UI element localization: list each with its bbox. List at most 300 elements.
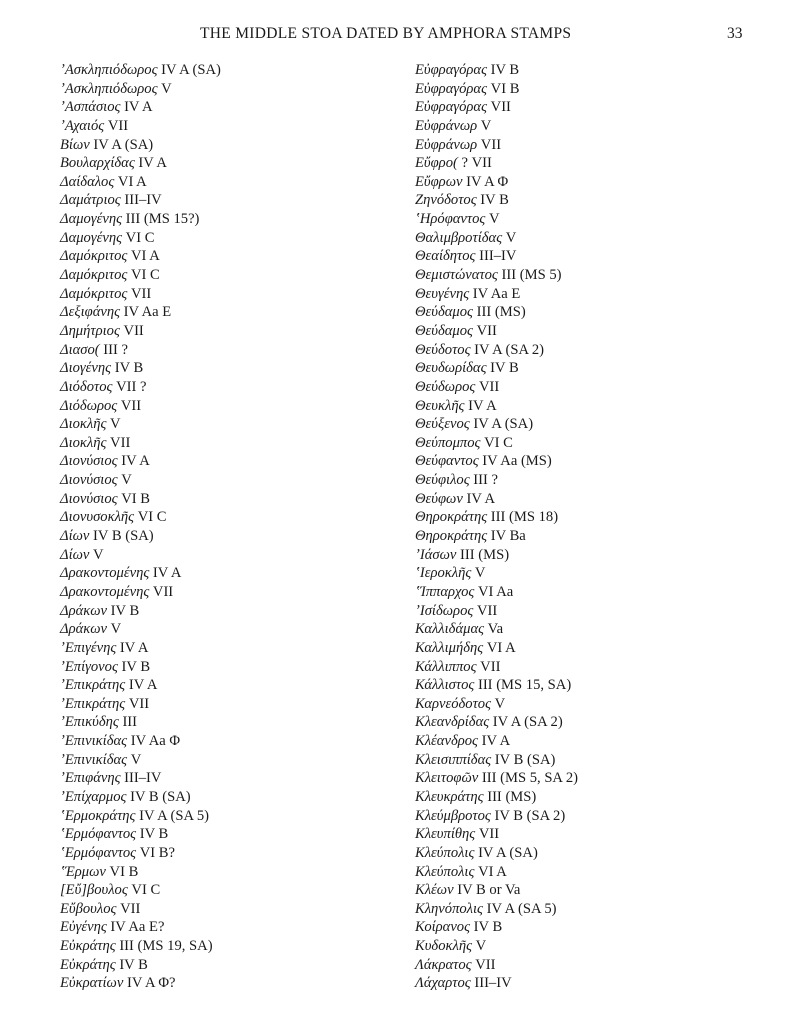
entry-name: Δίων [60,546,90,563]
entry-name: ʼΑσκληπιόδωρος [60,80,158,97]
index-entry [60,937,390,956]
entry-date-group: V [89,546,104,563]
entry-name: Βίων [60,136,90,153]
index-entry [415,452,755,471]
entry-name: Διονύσιος [60,490,118,507]
entry-date-group: III (MS 15, SA) [474,677,572,694]
entry-name: ʽΙεροκλῆς [415,565,472,582]
index-entry [415,918,755,937]
entry-date-group: IV A [117,453,150,470]
entry-name: Κλεισιππίδας [415,751,492,768]
index-entry [415,191,755,210]
entry-name: Εὐφραγόρας [415,80,487,97]
entry-date-group: III ? [99,341,128,358]
entry-name: Θεύφιλος [415,472,470,489]
entry-date-group: IV B [107,602,140,619]
entry-name: Διονυσοκλῆς [60,509,135,526]
index-entry [415,751,755,770]
entry-date-group: VI A [114,173,147,190]
index-entry [415,788,755,807]
entry-date-group: Va [484,621,504,638]
index-entry [60,918,390,937]
entry-name: Θεύδοτος [415,341,471,358]
entry-name: Εὐφράνωρ [415,136,478,153]
index-entry [60,676,390,695]
entry-date-group: IV A Φ? [123,975,176,992]
entry-date-group: VII ? [112,378,147,395]
index-entry [415,508,755,527]
entry-name: ʼΕπικύδης [60,714,119,731]
entry-date-group: VII [471,956,496,973]
entry-date-group: IV Aa Φ [127,733,181,750]
entry-name: Εὐφραγόρας [415,62,487,78]
entry-name: Κλειτοφῶν [415,770,479,787]
index-entry [415,210,755,229]
entry-name: ʼΕπικράτης [60,677,126,694]
entry-date-group: IV A [116,639,149,656]
entry-name: Κλεύπολις [415,863,475,880]
entry-date-group: VI A [474,863,507,880]
index-entry [415,807,755,826]
entry-date-group: IV B or Va [453,882,521,899]
entry-name: ʼΑσπάσιος [60,99,121,116]
index-entry [60,136,390,155]
entry-date-group: IV A [464,397,497,414]
index-entry [415,602,755,621]
entry-name: Δαμάτριος [60,192,121,209]
index-entry [60,303,390,322]
index-entry [60,695,390,714]
index-entry [415,695,755,714]
index-entry [415,825,755,844]
index-entry [60,658,390,677]
index-entry [415,564,755,583]
entry-date-group: VII [475,378,500,395]
entry-date-group: IV A Φ [462,173,509,190]
entry-name: Εὐκράτης [60,956,116,973]
entry-date-group: V [502,229,517,246]
index-entry [415,136,755,155]
entry-date-group: VI B? [136,844,175,861]
entry-date-group: IV A (SA) [469,416,534,433]
entry-name: ʼΕπίγονος [60,658,118,675]
index-entry [60,247,390,266]
entry-date-group: V [127,751,142,768]
index-entry [60,452,390,471]
index-entry [415,247,755,266]
entry-name: Δεξιφάνης [60,304,120,321]
entry-date-group: IV B (SA) [491,751,556,768]
index-entry [415,80,755,99]
entry-date-group: VII [475,826,500,843]
index-entry [415,266,755,285]
entry-date-group: V [485,211,500,228]
index-column-left [60,61,390,993]
index-entry [415,974,755,993]
entry-name: Θεύφων [415,490,463,507]
entry-name: Διονύσιος [60,453,118,470]
entry-name: ʼΙάσων [415,546,457,563]
index-entry [60,620,390,639]
index-entry [60,956,390,975]
index-entry [415,471,755,490]
entry-date-group: VII [127,285,152,302]
index-entry [60,844,390,863]
entry-date-group: IV B [486,360,519,377]
entry-date-group: IV Ba [487,528,526,545]
entry-name: Λάκρατος [415,956,472,973]
index-entry [415,397,755,416]
entry-name: Θεύξενος [415,416,470,433]
entry-date-group: IV B [111,360,144,377]
entry-name: [Εὔ]βουλος [60,882,128,899]
entry-name: Κλέων [415,882,454,899]
entry-date-group: V [471,565,486,582]
entry-name: ʽΕρμοκράτης [60,807,136,824]
index-entry [60,173,390,192]
index-entry [415,229,755,248]
entry-date-group: III (MS 5) [497,267,562,284]
entry-name: Θευγένης [415,285,470,302]
entry-name: Δαμόκριτος [60,267,128,284]
page-number: 33 [727,25,743,42]
index-entry [415,490,755,509]
entry-name: Δρακοντομένης [60,565,150,582]
entry-date-group: VII [119,322,144,339]
index-entry [415,285,755,304]
entry-name: Εὐφράνωρ [415,117,478,134]
entry-name: Δαίδαλος [60,173,115,190]
entry-date-group: IV A [149,565,182,582]
entry-date-group: VI B [105,863,139,880]
index-entry [60,583,390,602]
index-entry [60,974,390,993]
entry-date-group: IV B [476,192,509,209]
entry-date-group: IV A (SA) [157,62,221,78]
entry-date-group: IV B [470,919,503,936]
entry-date-group: IV A [134,155,167,172]
entry-date-group: IV Aa E? [106,919,165,936]
entry-date-group: V [117,472,132,489]
entry-name: Εὔφρων [415,173,463,190]
entry-name: Καλλιδάμας [415,621,485,638]
index-entry [60,191,390,210]
entry-name: Δρακοντομένης [60,583,150,600]
entry-name: Εὔφρο( [415,155,458,172]
entry-name: Θεύφαντος [415,453,479,470]
index-entry [415,844,755,863]
entry-name: Διόδοτος [60,378,113,395]
entry-date-group: IV Aa E [120,304,172,321]
entry-date-group: IV A [120,99,153,116]
entry-date-group: V [491,695,506,712]
index-entry [415,527,755,546]
entry-name: Λάχαρτος [415,975,471,992]
entry-name: Κλευκράτης [415,788,484,805]
entry-name: Διοκλῆς [60,434,107,451]
entry-name: ʼΕπιφάνης [60,770,121,787]
entry-date-group: III (MS 18) [487,509,559,526]
index-entry [60,322,390,341]
entry-name: Δαμογένης [60,229,122,246]
entry-name: Καλλιμήδης [415,639,484,656]
entry-name: ʼΕπίχαρμος [60,788,127,805]
entry-date-group: VII [104,117,129,134]
entry-date-group: VI A [127,248,160,265]
entry-date-group: VI A [483,639,516,656]
entry-date-group: IV A [477,733,511,750]
index-entry [415,639,755,658]
index-entry [60,359,390,378]
entry-date-group: III–IV [475,248,517,265]
index-entry [60,751,390,770]
entry-date-group: VII [116,900,141,917]
entry-date-group: III (MS) [483,788,537,805]
entry-name: Κυδοκλῆς [415,938,472,955]
index-entry [60,639,390,658]
index-entry [60,471,390,490]
entry-name: Κλεύμβροτος [415,807,491,824]
index-entry [415,117,755,136]
index-entry [60,900,390,919]
entry-date-group: III–IV [470,975,512,992]
entry-date-group: IV B [115,956,148,973]
entry-date-group: IV A [462,490,496,507]
index-entry [415,154,755,173]
entry-name: Κλέανδρος [415,733,478,750]
entry-name: ʼΕπικράτης [60,695,126,712]
index-entry [60,229,390,248]
entry-name: Δαμογένης [60,211,122,228]
index-entry [415,769,755,788]
entry-date-group: VI C [480,434,513,451]
entry-date-group: III [118,714,138,731]
index-entry [415,61,755,80]
entry-name: Δράκων [60,621,108,638]
entry-date-group: VI B [487,80,520,97]
index-entry [60,61,390,80]
entry-name: ʼΑχαιός [60,117,105,134]
entry-date-group: III–IV [120,770,162,787]
entry-name: Θεύπομπος [415,434,481,451]
entry-date-group: IV A (SA 5) [135,807,209,824]
index-entry [415,546,755,565]
entry-date-group: IV Aa (MS) [478,453,552,470]
entry-name: Θεμιστώνατος [415,267,498,284]
entry-date-group: VI C [127,882,161,899]
entry-date-group: VII [477,136,502,153]
entry-date-group: V [477,117,492,134]
index-entry [415,322,755,341]
entry-name: Εὐγένης [60,919,107,936]
index-entry [415,378,755,397]
entry-date-group: IV B (SA) [126,788,191,805]
running-title: THE MIDDLE STOA DATED BY AMPHORA STAMPS [200,25,572,42]
index-entry [60,341,390,360]
entry-name: Εὐφραγόρας [415,99,487,116]
entry-date-group: V [472,938,487,955]
index-column-right [415,61,755,993]
entry-name: Θεαίδητος [415,248,476,265]
index-entry [60,564,390,583]
entry-name: Δίων [60,528,90,545]
entry-name: Κάλλιππος [415,658,477,675]
entry-date-group: IV A [125,677,158,694]
index-entry [60,266,390,285]
entry-date-group: III (MS) [472,304,526,321]
index-entry [415,173,755,192]
entry-date-group: VII [149,583,174,600]
index-entry [415,900,755,919]
entry-name: Δράκων [60,602,108,619]
index-entry [60,769,390,788]
index-entry [415,620,755,639]
entry-name: Εὐκράτης [60,938,116,955]
entry-name: Διόδωρος [60,397,118,414]
entry-date-group: III (MS 5, SA 2) [478,770,578,787]
entry-date-group: VI C [122,229,155,246]
index-entry [60,508,390,527]
entry-name: ʼΑσκληπιόδωρος [60,62,158,78]
index-entry [415,303,755,322]
index-entry [60,881,390,900]
index-entry [60,788,390,807]
entry-date-group: IV A (SA) [89,136,154,153]
index-entry [415,881,755,900]
index-entry [60,397,390,416]
entry-date-group: VII [473,602,498,619]
page-header [0,25,792,45]
entry-date-group: VII [487,99,511,116]
entry-date-group: III–IV [120,192,162,209]
entry-date-group: VI C [127,267,160,284]
entry-name: ʽΕρμόφαντος [60,844,137,861]
entry-name: ʼΕπιγένης [60,639,117,656]
index-entry [60,117,390,136]
entry-date-group: IV B [117,658,151,675]
entry-name: Δημήτριος [60,322,120,339]
index-entry [415,98,755,117]
entry-name: Εὐκρατίων [60,975,124,992]
entry-name: ʽΗρόφαντος [415,211,486,228]
entry-name: Θηροκράτης [415,528,488,545]
index-entry [415,434,755,453]
entry-date-group: IV A (SA 2) [489,714,563,731]
entry-name: ʼΕπινικίδας [60,751,128,768]
index-entry [60,527,390,546]
index-entry [60,98,390,117]
index-entry [415,583,755,602]
entry-date-group: III (MS) [456,546,510,563]
index-entry [415,863,755,882]
entry-name: Βουλαρχίδας [60,155,135,172]
index-entry [60,713,390,732]
index-entry [60,210,390,229]
index-entry [60,285,390,304]
index-entry [60,546,390,565]
index-entry [60,154,390,173]
entry-date-group: IV A (SA 5) [482,900,557,917]
entry-date-group: IV A (SA) [474,844,538,861]
entry-date-group: IV B (SA) [89,528,154,545]
entry-name: Κλεανδρίδας [415,714,490,731]
entry-date-group: VII [472,322,497,339]
entry-name: Διασο( [60,341,100,358]
entry-name: Ζηνόδοτος [415,192,477,209]
index-entry [415,713,755,732]
entry-date-group: V [106,416,121,433]
entry-date-group: V [107,621,122,638]
index-entry [415,359,755,378]
entry-name: Κοίρανος [415,919,471,936]
entry-name: Κλευπίθης [415,826,476,843]
entry-name: Θηροκράτης [415,509,488,526]
index-entry [415,415,755,434]
entry-date-group: V [157,80,172,97]
index-entry [60,825,390,844]
index-entry [60,602,390,621]
entry-name: Διονύσιος [60,472,118,489]
index-entry [60,434,390,453]
entry-date-group: VI Aa [474,583,514,600]
entry-date-group: ? VII [457,155,492,172]
entry-date-group: IV B [487,62,520,78]
index-entry [415,956,755,975]
index-entry [415,658,755,677]
entry-name: ʽΈρμων [60,863,106,880]
entry-name: Καρνεόδοτος [415,695,492,712]
entry-name: ʽΊππαρχος [415,583,475,600]
entry-name: Θεύδωρος [415,378,476,395]
entry-date-group: VI B [117,490,151,507]
index-entry [415,937,755,956]
index-entry [60,378,390,397]
entry-name: ʽΕρμόφαντος [60,826,137,843]
entry-name: Θευδωρίδας [415,360,487,377]
entry-date-group: IV B (SA 2) [490,807,566,824]
entry-date-group: IV Aa E [469,285,521,302]
entry-date-group: III ? [469,472,499,489]
index-entry [60,732,390,751]
index-entry [60,807,390,826]
entry-date-group: IV B [136,826,169,843]
entry-name: Δαμόκριτος [60,248,128,265]
index-entry [415,341,755,360]
entry-name: ʼΙσίδωρος [415,602,474,619]
entry-date-group: VII [476,658,501,675]
index-entry [415,732,755,751]
entry-name: Δαμόκριτος [60,285,128,302]
index-entry [60,490,390,509]
entry-name: Θεύδαμος [415,304,473,321]
entry-name: Διοκλῆς [60,416,107,433]
entry-name: Εὔβουλος [60,900,117,917]
entry-name: Κλεύπολις [415,844,475,861]
entry-date-group: VII [106,434,131,451]
entry-date-group: III (MS 15?) [122,211,200,228]
entry-name: ʼΕπινικίδας [60,733,128,750]
entry-date-group: VII [125,695,150,712]
index-entry [60,80,390,99]
index-entry [60,415,390,434]
entry-name: Θεύδαμος [415,322,473,339]
entry-date-group: VI C [134,509,167,526]
entry-name: Διογένης [60,360,112,377]
entry-name: Θευκλῆς [415,397,465,414]
index-entry [415,676,755,695]
entry-date-group: IV A (SA 2) [470,341,545,358]
entry-date-group: III (MS 19, SA) [115,938,213,955]
